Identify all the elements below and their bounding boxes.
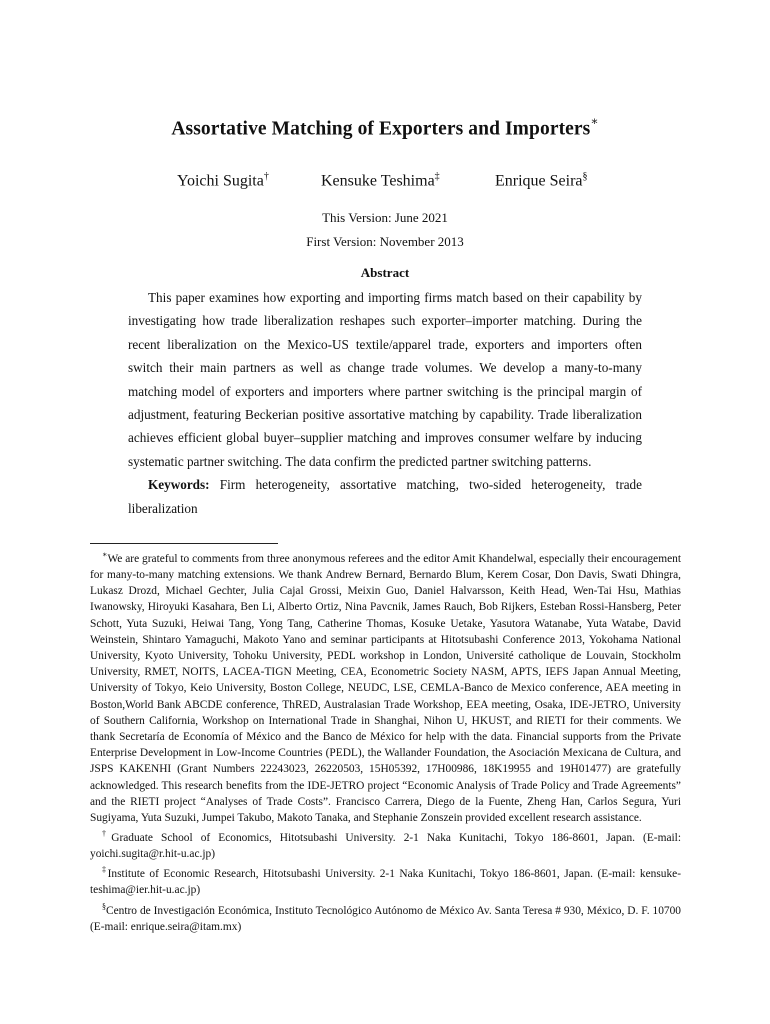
footnote-text: Institute of Economic Research, Hitotsubashi University. 2-1 Naka Kunitachi, Tokyo 186-8601, Japan. (E-mail: kensuke-teshima@ier.hit-u.ac.jp) bbox=[90, 868, 681, 897]
author-footnote-mark: ‡ bbox=[434, 171, 440, 182]
footnote-sugita bbox=[90, 826, 681, 862]
footnote-seira bbox=[90, 899, 681, 935]
footnote-teshima bbox=[90, 862, 681, 898]
title-text: Assortative Matching of Exporters and Importers bbox=[171, 118, 591, 140]
keywords-text: Firm heterogeneity, assortative matching, two-sided heterogeneity, trade liberalization bbox=[128, 477, 643, 516]
first-version: First Version: November 2013 bbox=[306, 234, 464, 249]
author-footnote-mark: § bbox=[582, 171, 588, 182]
keywords-label: Keywords: bbox=[148, 477, 210, 493]
footnote-text: Centro de Investigación Económica, Instituto Tecnológico Autónomo de México Av. Santa Teresa # 930, México, D. F. 10700 (E-mail: enrique.seira@itam.mx) bbox=[90, 904, 681, 933]
abstract-body bbox=[128, 286, 642, 520]
author-name: Kensuke Teshima bbox=[321, 172, 435, 190]
author-sugita bbox=[177, 171, 269, 190]
paper-title bbox=[0, 116, 770, 141]
author-footnote-mark: † bbox=[263, 171, 269, 182]
author-seira bbox=[495, 171, 588, 190]
footnote-rule bbox=[90, 543, 278, 544]
footnote-mark: ∗ bbox=[102, 550, 108, 559]
keywords bbox=[128, 473, 642, 520]
title-footnote-mark: ∗ bbox=[590, 114, 599, 128]
author-name: Yoichi Sugita bbox=[177, 172, 264, 190]
abstract-heading: Abstract bbox=[360, 265, 410, 280]
footnote-mark: ‡ bbox=[102, 865, 108, 875]
author-list bbox=[0, 171, 770, 193]
author-teshima bbox=[321, 171, 440, 190]
footnote-text: Graduate School of Economics, Hitotsubashi University. 2-1 Naka Kunitachi, Tokyo 186-8601, Japan. (E-mail: yoichi.sugita@r.hit-u.ac.jp) bbox=[90, 832, 682, 861]
footnote-text: We are grateful to comments from three anonymous referees and the editor Amit Khandelwal, especially their encouragement for many-to-many matching extensions. We thank Andrew Bernard, Bernardo Blum, Kerem Cosar, Don Davis, Swati Dhingra, Lukasz Drozd, Michael Gechter, Julia Cajal Grossi, Meixin Guo, Daniel Halvarsson, Keith Head, Wen-Tai Hsu, Mathias Iwanowsky, Hiroyuki Kasahara, Ben Li, Alberto Ortiz, Nina Pavcnik, James Rauch, Bob Rijkers, Esteban Rossi-Hansberg, Peter Schott, Yuta Suzuki, Heiwai Tang, Yong Tang, Catherine Thomas, Kosuke Uetake, Yasutora Watanabe, Yuta Watabe, David Weinstein, Shintaro Yamaguchi, Makoto Yano and seminar participants at Hitotsubashi Conference 2013, Yokohama National University, Kyoto University, Tohoku University, PEDL workshop in London, Université catholique de Louvain, Stockholm University, RMET, NOITS, LACEA-TIGN Meeting, CEA, Econometric Society NASM, APTS, IEFS Japan Annual Meeting, University of Tokyo, Keio University, Boston College, NEUDC, LSE, CEMLA-Banco de Mexico conference, AEA meeting in Boston,World Bank ABCDE conference, ThRED, Australasian Trade Workshop, EEA meeting, Osaka, IDE-JETRO, University of Southern California, Workshop on International Trade in Shanghai, Nihon U, HKUST, and RIETI for their comments. We thank Secretaría de Economía of México and the Banco de México for help with the data. Financial supports from the Private Enterprise Development in Low-Income Countries (PEDL), the Wallander Foundation, the Asociación Mexicana de Cultura, and JSPS KAKENHI (Grant Numbers 22243023, 26220503, 15H05392, 17H00986, 18K19955 and 19H01477) are gratefully acknowledged. This research benefits from the IDE-JETRO project “Economic Analysis of Trade Policy and Trade Agreements” and the RIETI project “Analyses of Trade Costs”. Francisco Carrera, Diego de la Fuente, Zheng Han, Carlos Segura, Yuri Sugiyama, Yuta Suzuki, Jumpei Takubo, Makoto Tanaka, and Stephanie Zonszein provided excellent research assistance. bbox=[90, 552, 681, 825]
author-name: Enrique Seira bbox=[495, 172, 583, 190]
footnotes bbox=[90, 547, 681, 935]
abstract-paragraph: This paper examines how exporting and importing firms match based on their capability by investigating how trade liberalization reshapes such exporter–importer matching. During the recent liberalization on the Mexico-US textile/apparel trade, exporters and importers often switch their main partners as well as change trade volumes. We develop a many-to-many matching model of exporters and importers where partner switching is the principal margin of adjustment, featuring Beckerian positive assortative matching by capability. Trade liberalization achieves efficient global buyer–supplier matching and improves consumer welfare by inducing systematic partner switching. The data confirm the predicted partner switching patterns. bbox=[128, 290, 642, 469]
footnote-mark: † bbox=[102, 829, 112, 839]
footnote-mark: § bbox=[102, 901, 106, 911]
this-version: This Version: June 2021 bbox=[322, 210, 448, 225]
footnote-acknowledgements bbox=[90, 547, 681, 826]
